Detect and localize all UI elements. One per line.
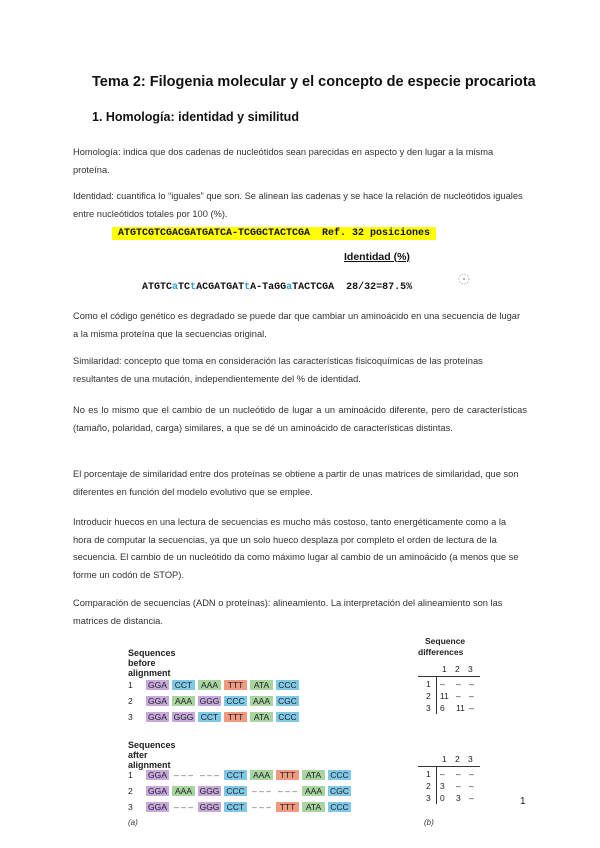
compared-sequence <box>118 271 412 304</box>
before-codon: CCT <box>198 712 221 722</box>
after-codon: – – – <box>174 770 193 780</box>
matrix-row-header: 3 <box>426 793 431 803</box>
after-codon: – – – <box>278 786 297 796</box>
before-codon: AAA <box>172 696 195 706</box>
seq-part: ACGATGAT <box>196 282 245 293</box>
paragraph-huecos: Introducir huecos en una lectura de secuencias es mucho más costoso, tanto energéticamente como a la hora de computar la secuencias, ya que un solo hueco desplaza por completo el orden de lectura de la secuencia. El cambio de un nucleótido da como máximo lugar al cambio de un aminoácido (a menos que se forme un codón de STOP). <box>73 517 519 580</box>
caption-a: (a) <box>128 818 138 827</box>
matrix-cell: 6 <box>440 703 445 713</box>
matrix-cell: – <box>456 769 461 779</box>
matrix-divider <box>418 766 480 767</box>
paragraph-codigo: Como el código genético es degradado se puede dar que cambiar un aminoácido en una secuencia de lugar a la misma proteína que la secuencias original. <box>73 311 521 339</box>
matrix-cell: 11 <box>456 703 465 713</box>
reference-sequence: ATGTCGTCGACGATGATCA-TCGGCTACTCGA Ref. 32 posiciones <box>112 227 436 240</box>
after-codon: GGG <box>199 802 220 812</box>
before-codon: CCC <box>224 696 247 706</box>
sequence-row-number: 2 <box>128 786 133 796</box>
after-codon: CGC <box>328 786 351 796</box>
paragraph-similaridad: Similaridad: concepto que toma en consideración las características fisicoquímicas de las proteínas resultantes de una mutación, independientemente del % de identidad. <box>73 356 483 384</box>
after-codon: – – – <box>200 770 219 780</box>
matrix-row-header: 3 <box>426 703 431 713</box>
paragraph-identidad: Identidad: cuantifica lo “iguales” que son. Se alinean las cadenas y se hace la relación de nucleótidos iguales entre nucleótidos totales por 100 (%). <box>73 191 523 219</box>
identity-label: Identidad (%) <box>344 251 410 263</box>
before-codon: ATA <box>250 680 273 690</box>
after-codon: GGA <box>146 786 169 796</box>
after-alignment-title: Sequences after alignment <box>128 740 176 770</box>
before-codon: GGA <box>146 696 169 706</box>
seq-part: TC <box>178 282 191 293</box>
paragraph-comparacion: Comparación de secuencias (ADN o proteínas): alineamiento. La interpretación del alineamiento son las matrices de distancia. <box>73 598 503 626</box>
matrix-cell: – <box>440 679 445 689</box>
paragraph-no-es-lo-mismo: No es lo mismo que el cambio de un nucleótido de lugar a un aminoácido diferente, pero de características (tamaño, polaridad, carga) similares, a que se dé un aminoácido de características distintas. <box>73 405 527 433</box>
before-codon: GGG <box>173 712 194 722</box>
matrix-title-line1: Sequence <box>425 636 466 646</box>
matrix-cell: – <box>469 691 474 701</box>
before-codon: GGG <box>199 696 220 706</box>
after-codon: CCC <box>328 770 351 780</box>
seq-part: ATGTC <box>142 282 173 293</box>
seq-mismatch: a <box>172 282 179 293</box>
after-codon: TTT <box>276 802 299 812</box>
matrix-cell: 0 <box>440 793 445 803</box>
after-codon: – – – <box>252 802 271 812</box>
after-codon: TTT <box>276 770 299 780</box>
matrix-row-header: 2 <box>426 691 431 701</box>
sketch-doodle-icon <box>455 270 473 288</box>
seq-part: A-TaGG <box>250 282 287 293</box>
sequence-row-number: 3 <box>128 802 133 812</box>
before-codon: ATA <box>250 712 273 722</box>
matrix-col-header: 3 <box>468 664 473 674</box>
matrix-col-header: 2 <box>455 664 460 674</box>
matrix-cell: 3 <box>440 781 445 791</box>
matrix-cell: 3 <box>456 793 461 803</box>
matrix-row-header: 1 <box>426 679 431 689</box>
matrix-col-header: 1 <box>442 664 447 674</box>
after-codon: CCT <box>224 770 247 780</box>
matrix-cell: – <box>456 679 461 689</box>
matrix-cell: – <box>469 781 474 791</box>
after-codon: GGA <box>146 802 169 812</box>
seq-mismatch: a <box>286 282 293 293</box>
sequence-row-number: 1 <box>128 770 133 780</box>
matrix-cell: – <box>469 793 474 803</box>
before-codon: GGA <box>146 680 169 690</box>
after-codon: CCC <box>224 786 247 796</box>
after-codon: AAA <box>302 786 325 796</box>
matrix-cell: – <box>469 703 474 713</box>
seq-part: TACTCGA 28/32=87.5% <box>292 282 413 293</box>
after-codon: AAA <box>250 770 273 780</box>
after-codon: ATA <box>302 802 325 812</box>
after-codon: GGA <box>146 770 169 780</box>
page-title: Tema 2: Filogenia molecular y el concepto de especie procariota <box>92 74 536 90</box>
sequence-row-number: 1 <box>128 680 133 690</box>
matrix-col-header: 3 <box>468 754 473 764</box>
seq-mismatch: t <box>244 282 251 293</box>
matrix-cell: – <box>469 769 474 779</box>
matrix-row-header: 2 <box>426 781 431 791</box>
before-codon: CCC <box>276 712 299 722</box>
after-codon: CCT <box>224 802 247 812</box>
before-codon: TTT <box>224 680 247 690</box>
after-codon: – – – <box>174 802 193 812</box>
paragraph-homologia: Homología: indica que dos cadenas de nucleótidos sean parecidas en aspecto y den lugar a la misma proteína. <box>73 147 494 175</box>
after-codon: – – – <box>252 786 271 796</box>
matrix-cell: – <box>456 691 461 701</box>
before-codon: TTT <box>224 712 247 722</box>
sequence-row-number: 2 <box>128 696 133 706</box>
after-codon: ATA <box>302 770 325 780</box>
matrix-col-header: 1 <box>442 754 447 764</box>
after-codon: CCC <box>328 802 351 812</box>
before-codon: CGC <box>276 696 299 706</box>
before-codon: GGA <box>146 712 169 722</box>
matrix-col-header: 2 <box>455 754 460 764</box>
before-codon: CCC <box>276 680 299 690</box>
matrix-title-line2: differences <box>418 647 464 657</box>
caption-b: (b) <box>424 818 434 827</box>
before-codon: AAA <box>198 680 221 690</box>
page-number: 1 <box>520 796 526 807</box>
before-codon: AAA <box>250 696 273 706</box>
matrix-cell: 11 <box>440 691 449 701</box>
matrix-divider <box>418 676 480 677</box>
matrix-cell: – <box>456 781 461 791</box>
matrix-row-header: 1 <box>426 769 431 779</box>
seq-mismatch: t <box>190 282 197 293</box>
matrix-cell: – <box>469 679 474 689</box>
sequence-row-number: 3 <box>128 712 133 722</box>
paragraph-porcentaje: El porcentaje de similaridad entre dos proteínas se obtiene a partir de unas matrices de similaridad, que son diferentes en función del modelo evolutivo que se emplee. <box>73 469 519 497</box>
after-codon: AAA <box>172 786 195 796</box>
section-heading: 1. Homología: identidad y similitud <box>92 110 299 124</box>
before-alignment-title: Sequences before alignment <box>128 648 176 678</box>
before-codon: CCT <box>172 680 195 690</box>
matrix-cell: – <box>440 769 445 779</box>
after-codon: GGG <box>199 786 220 796</box>
